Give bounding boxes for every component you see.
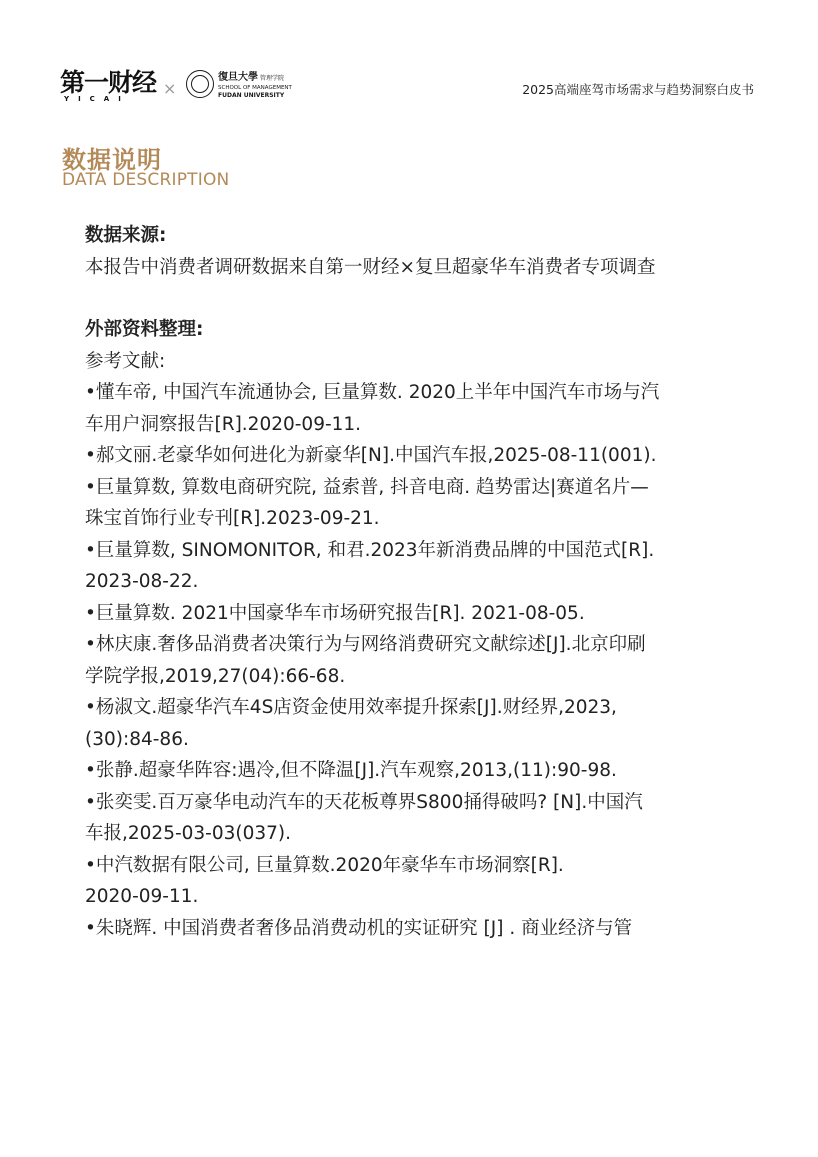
reference-line: •张奕雯.百万豪华电动汽车的天花板尊界S800捅得破吗? [N].中国汽 [85, 791, 643, 813]
reference-item [85, 787, 755, 850]
fudan-school-cn: 管理学院 [260, 75, 285, 82]
fudan-university-en: FUDAN UNIVERSITY [218, 92, 285, 99]
reference-line: •林庆康.奢侈品消费者决策行为与网络消费研究文献综述[J].北京印刷 [85, 634, 646, 655]
source-text: 本报告中消费者调研数据来自第一财经×复旦超豪华车消费者专项调查 [85, 256, 656, 278]
partner-separator: × [163, 79, 177, 98]
reference-list [85, 377, 755, 944]
reference-line: •懂车帝, 中国汽车流通协会, 巨量算数. 2020上半年中国汽车市场与汽 [85, 382, 660, 403]
fudan-logo [218, 72, 292, 100]
external-heading: 外部资料整理: [85, 319, 204, 340]
reference-line: 学院学报,2019,27(04):66-68. [85, 665, 346, 687]
content-body [85, 220, 755, 944]
reference-line: •郝文丽.老豪华如何进化为新豪华[N].中国汽车报,2025-08-11(001). [85, 445, 657, 466]
reference-line: •巨量算数. 2021中国豪华车市场研究报告[R]. 2021-08-05. [85, 602, 585, 624]
reference-item [85, 629, 755, 692]
reference-line: •中汽数据有限公司, 巨量算数.2020年豪华车市场洞察[R]. [85, 854, 564, 876]
reference-item [85, 535, 755, 598]
fudan-school-en: SCHOOL OF MANAGEMENT [218, 85, 292, 91]
reference-item [85, 598, 755, 630]
reference-line: 2023-08-22. [85, 571, 199, 592]
reference-line: •杨淑文.超豪华汽车4S店资金使用效率提升探索[J].财经界,2023, [85, 697, 617, 718]
section-title-cn: 数据说明 [62, 146, 162, 174]
page-header [0, 0, 818, 120]
reference-item [85, 755, 755, 787]
yicai-logo: 第一财经 [60, 68, 157, 97]
reference-item [85, 472, 755, 535]
reference-line: •巨量算数, 算数电商研究院, 益索普, 抖音电商. 趋势雷达|赛道名片— [85, 476, 649, 498]
reference-item [85, 913, 755, 945]
reference-line: •朱晓辉. 中国消费者奢侈品消费动机的实证研究 [J] . 商业经济与管 [85, 917, 633, 939]
reference-line: 车报,2025-03-03(037). [85, 823, 292, 844]
reference-line: •张静.超豪华阵容:遇冷,但不降温[J].汽车观察,2013,(11):90-98. [85, 760, 617, 781]
reference-line: •巨量算数, SINOMONITOR, 和君.2023年新消费品牌的中国范式[R]. [85, 539, 655, 561]
reference-item [85, 377, 755, 440]
reference-item [85, 440, 755, 472]
reference-line: 车用户洞察报告[R].2020-09-11. [85, 413, 362, 435]
reference-item [85, 692, 755, 755]
fudan-seal-icon [186, 70, 214, 98]
references-label: 参考文献: [85, 350, 166, 372]
source-heading: 数据来源: [85, 225, 167, 246]
section-title-en: DATA DESCRIPTION [62, 170, 230, 190]
reference-line: (30):84-86. [85, 728, 189, 750]
yicai-logo-sub: YICAI [64, 95, 130, 103]
reference-line: 2020-09-11. [85, 886, 199, 907]
reference-item [85, 850, 755, 913]
report-title: 2025高端座驾市场需求与趋势洞察白皮书 [522, 82, 754, 97]
reference-line: 珠宝首饰行业专刊[R].2023-09-21. [85, 508, 380, 529]
fudan-name-cn: 復旦大學 [218, 72, 258, 83]
